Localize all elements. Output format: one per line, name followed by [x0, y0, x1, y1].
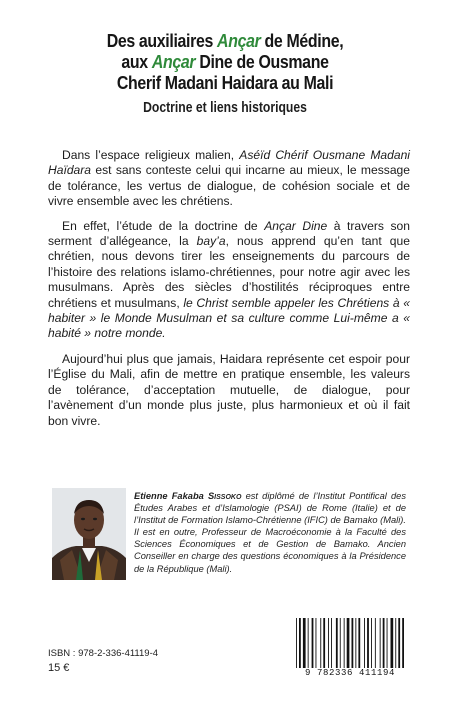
title-line-1 [32, 30, 419, 51]
title-text: de Médine, [260, 30, 344, 51]
title-text: aux [121, 51, 152, 72]
paragraph-1 [48, 148, 410, 210]
author-bio-text: est diplômé de l’Institut Pontifical des Études Arabes et d’Islamologie (PSAI) de Rome (Italie) et de l’Institut de Formation Islamo-Chrétienne (IFIC) de Bamako (Mali). Il est en outre, Professeur de Macroéconomie à la Faculté des Sciences Économiques et de Gestion de Bamako. Ancien Conseiller en charge des questions économiques à la Présidence de la République (Mali). [134, 491, 406, 574]
book-title [32, 30, 419, 93]
barcode-number: 9 782336 411194 [290, 668, 410, 678]
author-portrait-image [52, 488, 126, 580]
paragraph-2 [48, 219, 410, 342]
paragraph-text: est sans conteste celui qui incarne au mieux, le message de tolérance, les vertus de dialogue, de cohésion sociale et de vivre ensemble avec les chrétiens. [48, 163, 410, 209]
isbn-label: ISBN : 978-2-336-41119-4 [48, 648, 159, 659]
paragraph-text: à travers son serment d’allégeance, la [48, 218, 411, 249]
paragraph-text: Dans l’espace religieux malien, [62, 148, 240, 162]
emphasis-text: Aséïd Chérif Ousmane Madani Haïdara [48, 148, 410, 178]
author-bio [134, 490, 406, 575]
emphasis-text: Ançar Dine [264, 218, 328, 233]
title-text: Des auxiliaires [106, 30, 218, 51]
title-line-2 [32, 51, 419, 72]
author-surname: Sissoko [207, 491, 242, 501]
emphasis-text: le Christ semble appeler les Chrétiens à « habiter » le Monde Musulman et sa culture comme Lui-même a « habité » notre monde. [48, 295, 411, 341]
emphasis-text: bay’a [196, 234, 226, 249]
author-photo [52, 488, 126, 580]
title-text: Dine de Ousmane [195, 51, 329, 72]
back-cover-text [48, 148, 410, 438]
paragraph-text: , nous apprend qu’en tant que chrétien, nous devons tirer les enseignements du parcours de l’histoire des relations islamo-chrétiennes, pour notre agir avec les musulmans. Après des siècles d’hostilités réciproques entre chrétiens et musulmans, [48, 234, 410, 310]
book-subtitle: Doctrine et liens historiques [143, 100, 307, 116]
title-highlight: Ançar [151, 51, 196, 72]
title-line-3: Cherif Madani Haidara au Mali [116, 72, 334, 93]
paragraph-text: En effet, l’étude de la doctrine de [62, 218, 265, 233]
paragraph-3: Aujourd’hui plus que jamais, Haidara représente cet espoir pour l’Église du Mali, afin de mettre en pratique ensemble, les valeurs de tolérance, d’acceptation mutuelle, de dialogue, pour l’avènement d’un monde plus juste, plus harmonieux et où il fait bon vivre. [48, 351, 410, 428]
price-label: 15 € [48, 662, 70, 674]
author-name: Etienne Fakaba [134, 491, 208, 501]
title-highlight: Ançar [217, 30, 261, 51]
